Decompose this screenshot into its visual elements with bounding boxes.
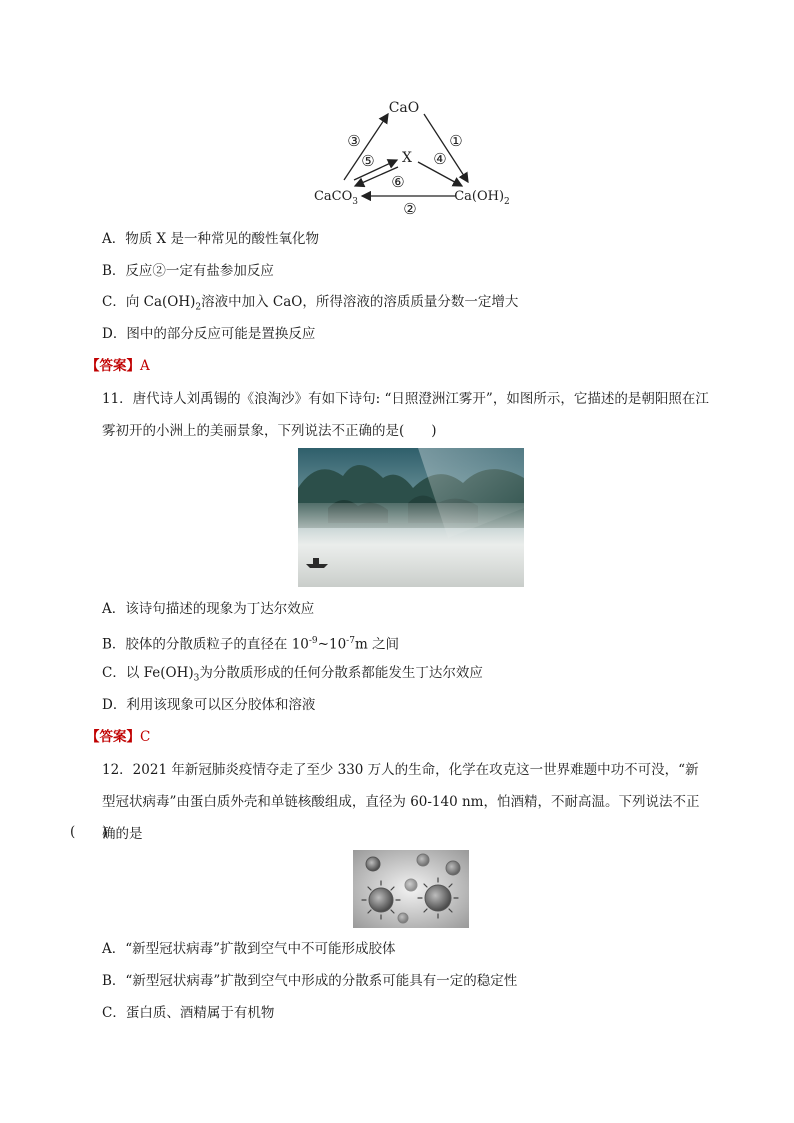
q10-option-c: C．向 $Ca(OH)_2$溶液中加入 CaO，所得溶液的溶质质量分数一定增大 bbox=[102, 294, 519, 313]
reaction-cycle-diagram bbox=[300, 90, 530, 220]
q12-option-c: C．蛋白质、酒精属于有机物 bbox=[102, 1005, 275, 1021]
q11-answer: 【答案】C bbox=[86, 729, 151, 745]
label-6: ⑥ bbox=[391, 173, 405, 191]
label-2: ② bbox=[403, 200, 417, 218]
label-4: ④ bbox=[433, 150, 447, 168]
q10-option-d: D．图中的部分反应可能是置换反应 bbox=[102, 326, 316, 342]
label-1: ① bbox=[449, 132, 463, 150]
node-caco3: CaCO$_3$ bbox=[313, 189, 359, 207]
virus-photo bbox=[353, 850, 469, 928]
q10-answer: 【答案】A bbox=[86, 358, 150, 374]
node-x: X bbox=[402, 150, 412, 166]
q11-option-b: B．胶体的分散质粒子的直径在 $10^{-9}\sim 10^{-7}m$ 之间 bbox=[102, 636, 400, 653]
q12-option-a: A．“新型冠状病毒”扩散到空气中不可能形成胶体 bbox=[102, 941, 396, 957]
q11-option-d: D．利用该现象可以区分胶体和溶液 bbox=[102, 697, 316, 713]
q12-stem: 12．2021 年新冠肺炎疫情夺走了至少 330 万人的生命，化学在攻克这一世界难题中功不可没，“新型冠状病毒”由蛋白质外壳和单链核酸组成，直径为 60-140 nm，怕酒精，不耐高温。下列说法不正确的是 bbox=[102, 762, 700, 842]
q10-option-b: B．反应②一定有盐参加反应 bbox=[102, 263, 274, 279]
label-3: ③ bbox=[347, 132, 361, 150]
q11-option-a: A．该诗句描述的现象为丁达尔效应 bbox=[102, 601, 315, 617]
node-caoh2: $Ca(OH)_2$ bbox=[454, 189, 510, 207]
label-5: ⑤ bbox=[361, 152, 375, 170]
q12-option-b: B．“新型冠状病毒”扩散到空气中形成的分散系可能具有一定的稳定性 bbox=[102, 973, 518, 989]
q11-option-c: C．以 $Fe(OH)_3$为分散质形成的任何分散系都能发生丁达尔效应 bbox=[102, 665, 483, 684]
q10-option-a: A．物质 X 是一种常见的酸性氧化物 bbox=[102, 231, 319, 247]
q12-paren: ( ) bbox=[70, 824, 108, 840]
q11-stem: 11．唐代诗人刘禹锡的《浪淘沙》有如下诗句: “日照澄洲江雾开”，如图所示，它描述的是朝阳照在江雾初开的小洲上的美丽景象，下列说法不正确的是( ) bbox=[102, 391, 709, 439]
misty-river-photo bbox=[298, 448, 524, 587]
node-cao: CaO bbox=[388, 100, 420, 116]
